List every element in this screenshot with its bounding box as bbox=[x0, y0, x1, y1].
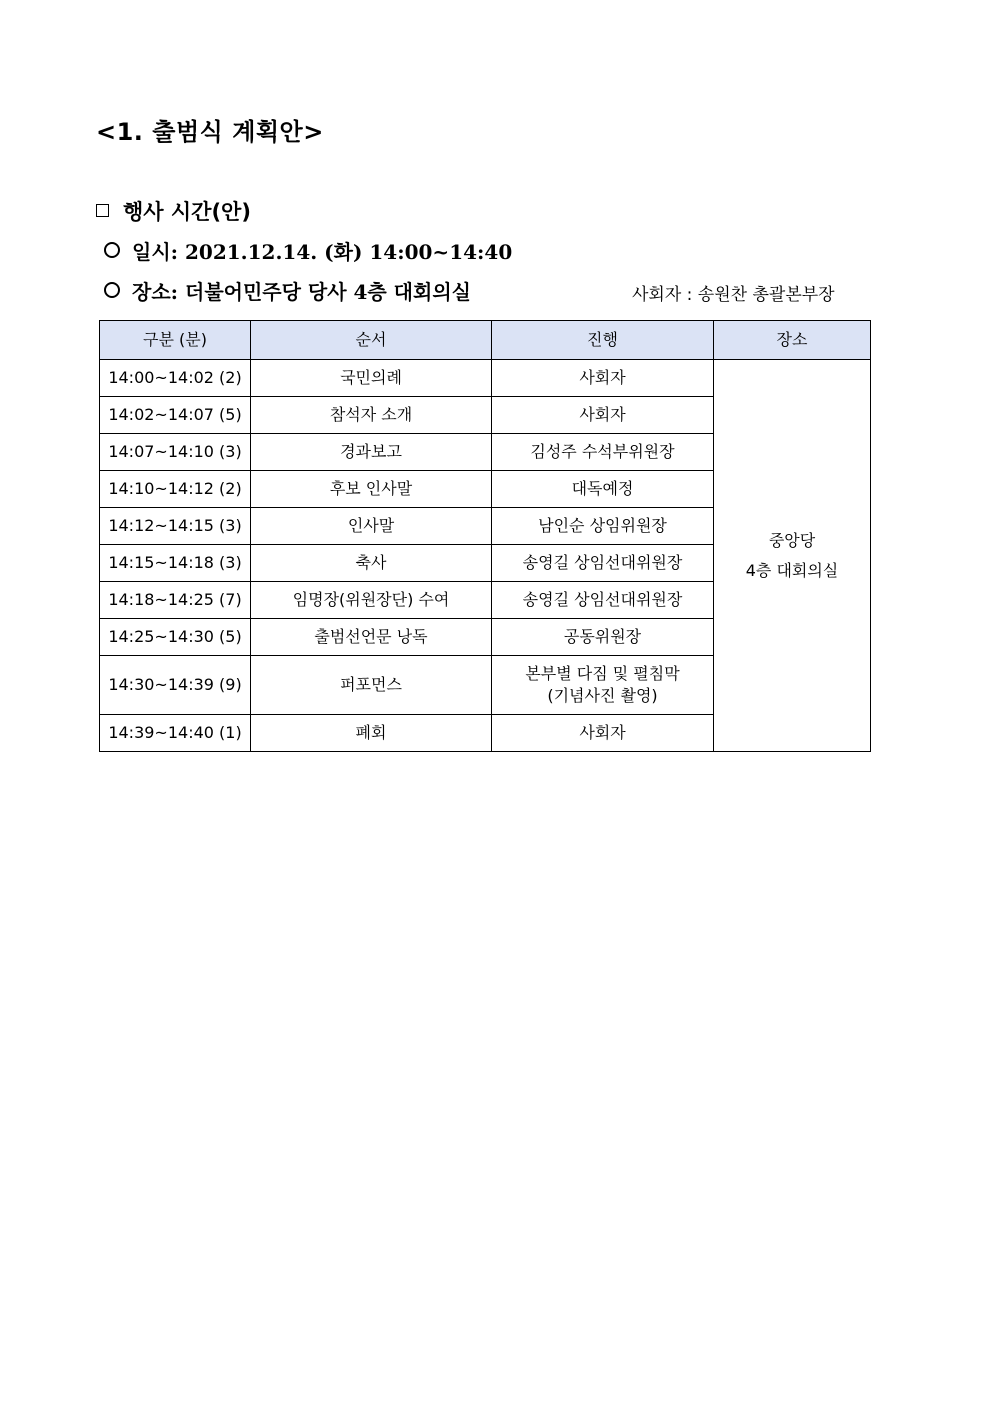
header-place: 장소 bbox=[714, 321, 871, 360]
time-cell: 14:07~14:10 (3) bbox=[100, 434, 251, 471]
lead-cell bbox=[492, 656, 714, 715]
time-cell: 14:10~14:12 (2) bbox=[100, 471, 251, 508]
place-cell bbox=[714, 360, 871, 752]
date-label: 일시: bbox=[132, 240, 179, 264]
order-cell: 국민의례 bbox=[251, 360, 492, 397]
order-cell: 후보 인사말 bbox=[251, 471, 492, 508]
lead-line-1: 본부별 다짐 및 펼침막 bbox=[525, 664, 680, 683]
lead-cell: 사회자 bbox=[492, 715, 714, 752]
order-cell: 폐회 bbox=[251, 715, 492, 752]
schedule-table bbox=[99, 320, 871, 752]
place-label: 장소: bbox=[132, 280, 179, 304]
lead-cell: 송영길 상임선대위원장 bbox=[492, 582, 714, 619]
order-cell: 참석자 소개 bbox=[251, 397, 492, 434]
order-cell: 인사말 bbox=[251, 508, 492, 545]
order-cell: 퍼포먼스 bbox=[251, 656, 492, 715]
event-date-line bbox=[104, 236, 512, 265]
circle-bullet-icon bbox=[104, 242, 120, 258]
place-line-2: 4층 대회의실 bbox=[745, 560, 839, 580]
time-cell: 14:18~14:25 (7) bbox=[100, 582, 251, 619]
time-cell: 14:39~14:40 (1) bbox=[100, 715, 251, 752]
lead-line-2: (기념사진 촬영) bbox=[547, 686, 658, 705]
time-cell: 14:02~14:07 (5) bbox=[100, 397, 251, 434]
table-row bbox=[100, 360, 871, 397]
header-order: 순서 bbox=[251, 321, 492, 360]
lead-cell: 사회자 bbox=[492, 360, 714, 397]
time-cell: 14:15~14:18 (3) bbox=[100, 545, 251, 582]
square-bullet-icon bbox=[96, 204, 109, 217]
lead-cell: 대독예정 bbox=[492, 471, 714, 508]
lead-cell: 김성주 수석부위원장 bbox=[492, 434, 714, 471]
section-heading-text: 행사 시간(안) bbox=[123, 200, 251, 224]
lead-cell: 공동위원장 bbox=[492, 619, 714, 656]
circle-bullet-icon bbox=[104, 282, 120, 298]
event-place-line bbox=[104, 276, 471, 305]
place-value: 더불어민주당 당사 4층 대회의실 bbox=[185, 280, 471, 304]
table-header-row bbox=[100, 321, 871, 360]
time-cell: 14:30~14:39 (9) bbox=[100, 656, 251, 715]
section-heading bbox=[96, 196, 251, 226]
order-cell: 출범선언문 낭독 bbox=[251, 619, 492, 656]
document-title: <1. 출범식 계획안> bbox=[96, 118, 324, 146]
header-lead: 진행 bbox=[492, 321, 714, 360]
lead-cell: 사회자 bbox=[492, 397, 714, 434]
time-cell: 14:12~14:15 (3) bbox=[100, 508, 251, 545]
host-note: 사회자 : 송원찬 총괄본부장 bbox=[632, 285, 835, 305]
order-cell: 임명장(위원장단) 수여 bbox=[251, 582, 492, 619]
date-value: 2021.12.14. (화) 14:00~14:40 bbox=[185, 240, 513, 264]
place-line-1: 중앙당 bbox=[768, 530, 816, 550]
lead-cell: 남인순 상임위원장 bbox=[492, 508, 714, 545]
lead-cell: 송영길 상임선대위원장 bbox=[492, 545, 714, 582]
time-cell: 14:00~14:02 (2) bbox=[100, 360, 251, 397]
time-cell: 14:25~14:30 (5) bbox=[100, 619, 251, 656]
order-cell: 경과보고 bbox=[251, 434, 492, 471]
order-cell: 축사 bbox=[251, 545, 492, 582]
header-time: 구분 (분) bbox=[100, 321, 251, 360]
